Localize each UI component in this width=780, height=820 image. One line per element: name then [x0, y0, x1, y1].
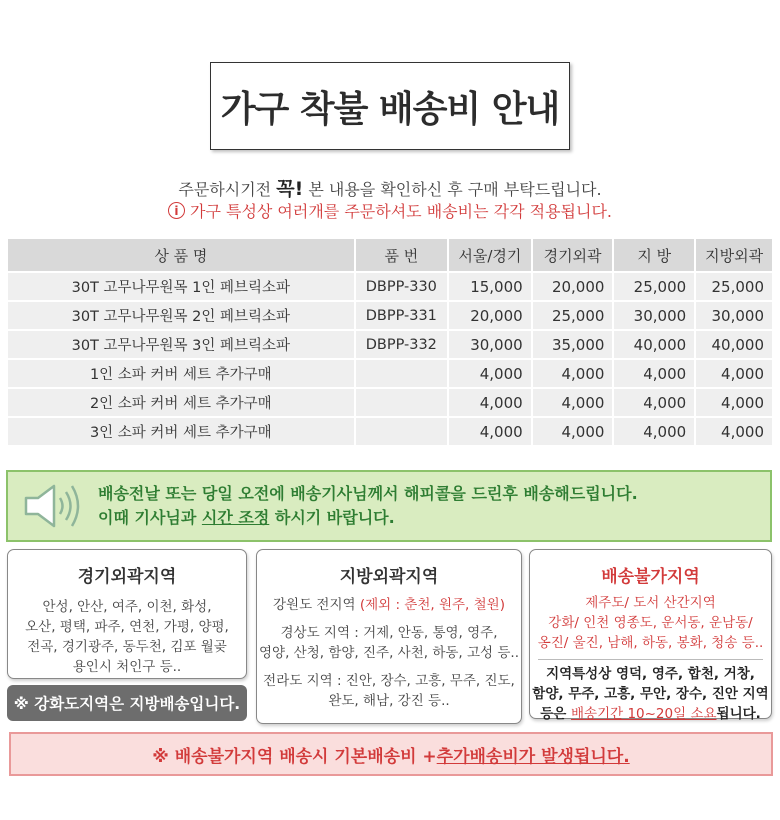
- header-gyeonggi-outer: 경기외곽: [533, 239, 613, 271]
- happy-call-notice: [6, 470, 772, 542]
- fee-cell: 35,000: [533, 331, 613, 358]
- header-seoul-gyeonggi: 서울/경기: [449, 239, 531, 271]
- fee-cell: 4,000: [696, 389, 772, 416]
- region-title: 지방외곽지역: [339, 567, 439, 587]
- table-row: [8, 302, 772, 329]
- product-code: DBPP-332: [356, 331, 447, 358]
- fee-cell: 15,000: [449, 273, 531, 300]
- region-province-outer: 지방외곽지역 강원도 전지역 (제외 : 춘천, 원주, 철원) 경상도 지역 : 거제, 안동, 통영, 영주, 영양, 산청, 함양, 진주, 사천, 하동, 고성 등.. 전라도 지역 : 진안, 장수, 고흥, 무주, 진도, 완도, 해남, 강진 등..: [256, 549, 522, 724]
- extra-fee-warning: ※ 배송불가지역 배송시 기본배송비 + 추가배송비가 발생됩니다.: [9, 732, 773, 776]
- region-title: 배송불가지역: [601, 567, 700, 587]
- divider: [538, 659, 763, 660]
- region-title: 경기외곽지역: [77, 567, 177, 587]
- fee-cell: 4,000: [533, 389, 613, 416]
- fee-cell: 20,000: [449, 302, 531, 329]
- header-product-code: 품 번: [356, 239, 447, 271]
- region-gyeonggi-outer: 경기외곽지역 안성, 안산, 여주, 이천, 화성, 오산, 평택, 파주, 연천, 가평, 양평, 전곡, 경기광주, 동두천, 김포 월곶 용인시 처인구 등..: [7, 549, 247, 679]
- header-province-outer: 지방외곽: [696, 239, 772, 271]
- emphasis-text: 꼭!: [276, 178, 304, 200]
- fee-cell: 4,000: [533, 418, 613, 445]
- product-name: 30T 고무나무원목 2인 페브릭소파: [8, 302, 354, 329]
- fee-cell: 4,000: [449, 389, 531, 416]
- speaker-icon: [8, 470, 98, 542]
- product-code: [356, 389, 447, 416]
- fee-cell: 30,000: [696, 302, 772, 329]
- fee-cell: 40,000: [696, 331, 772, 358]
- table-header-row: [8, 239, 772, 271]
- fee-cell: 30,000: [614, 302, 694, 329]
- product-name: 30T 고무나무원목 1인 페브릭소파: [8, 273, 354, 300]
- product-name: 3인 소파 커버 세트 추가구매: [8, 418, 354, 445]
- fee-cell: 20,000: [533, 273, 613, 300]
- shipping-fee-table: [6, 237, 774, 447]
- table-row: [8, 331, 772, 358]
- product-name: 2인 소파 커버 세트 추가구매: [8, 389, 354, 416]
- fee-cell: 25,000: [614, 273, 694, 300]
- header-province: 지 방: [614, 239, 694, 271]
- header-product-name: 상 품 명: [8, 239, 354, 271]
- product-name: 30T 고무나무원목 3인 페브릭소파: [8, 331, 354, 358]
- fee-cell: 40,000: [614, 331, 694, 358]
- product-code: DBPP-331: [356, 302, 447, 329]
- fee-cell: 25,000: [533, 302, 613, 329]
- ganghwa-notice-badge: ※ 강화도지역은 지방배송입니다.: [7, 685, 247, 721]
- fee-cell: 4,000: [533, 360, 613, 387]
- fee-cell: 4,000: [614, 360, 694, 387]
- table-row: [8, 418, 772, 445]
- intro-line-1: 주문하시기전 꼭! 본 내용을 확인하신 후 구매 부탁드립니다.: [178, 178, 602, 200]
- fee-cell: 4,000: [614, 418, 694, 445]
- fee-cell: 25,000: [696, 273, 772, 300]
- fee-cell: 4,000: [449, 360, 531, 387]
- notice-text: 배송전날 또는 당일 오전에 배송기사님께서 해피콜을 드린후 배송해드립니다. 이때 기사님과 시간 조정 하시기 바랍니다.: [98, 484, 638, 527]
- table-row: [8, 273, 772, 300]
- fee-cell: 4,000: [614, 389, 694, 416]
- product-name: 1인 소파 커버 세트 추가구매: [8, 360, 354, 387]
- table-row: [8, 389, 772, 416]
- intro-line-2: i 가구 특성상 여러개를 주문하셔도 배송비는 각각 적용됩니다.: [0, 199, 780, 222]
- region-no-delivery: 배송불가지역 제주도/ 도서 산간지역 강화/ 인천 영종도, 운서동, 운남동/ 옹진/ 울진, 남해, 하동, 봉화, 청송 등.. 지역특성상 영덕, 영주, 합천, 거창, 함양, 무주, 고흥, 무안, 장수, 진안 지역 등은 배송기간 10~20일 소요됩니다.: [529, 549, 772, 719]
- product-code: [356, 418, 447, 445]
- info-icon: i: [168, 202, 185, 219]
- table-row: [8, 360, 772, 387]
- page-title: 가구 착불 배송비 안내: [210, 62, 570, 150]
- fee-cell: 4,000: [696, 418, 772, 445]
- fee-cell: 30,000: [449, 331, 531, 358]
- fee-cell: 4,000: [449, 418, 531, 445]
- product-code: DBPP-330: [356, 273, 447, 300]
- product-code: [356, 360, 447, 387]
- fee-cell: 4,000: [696, 360, 772, 387]
